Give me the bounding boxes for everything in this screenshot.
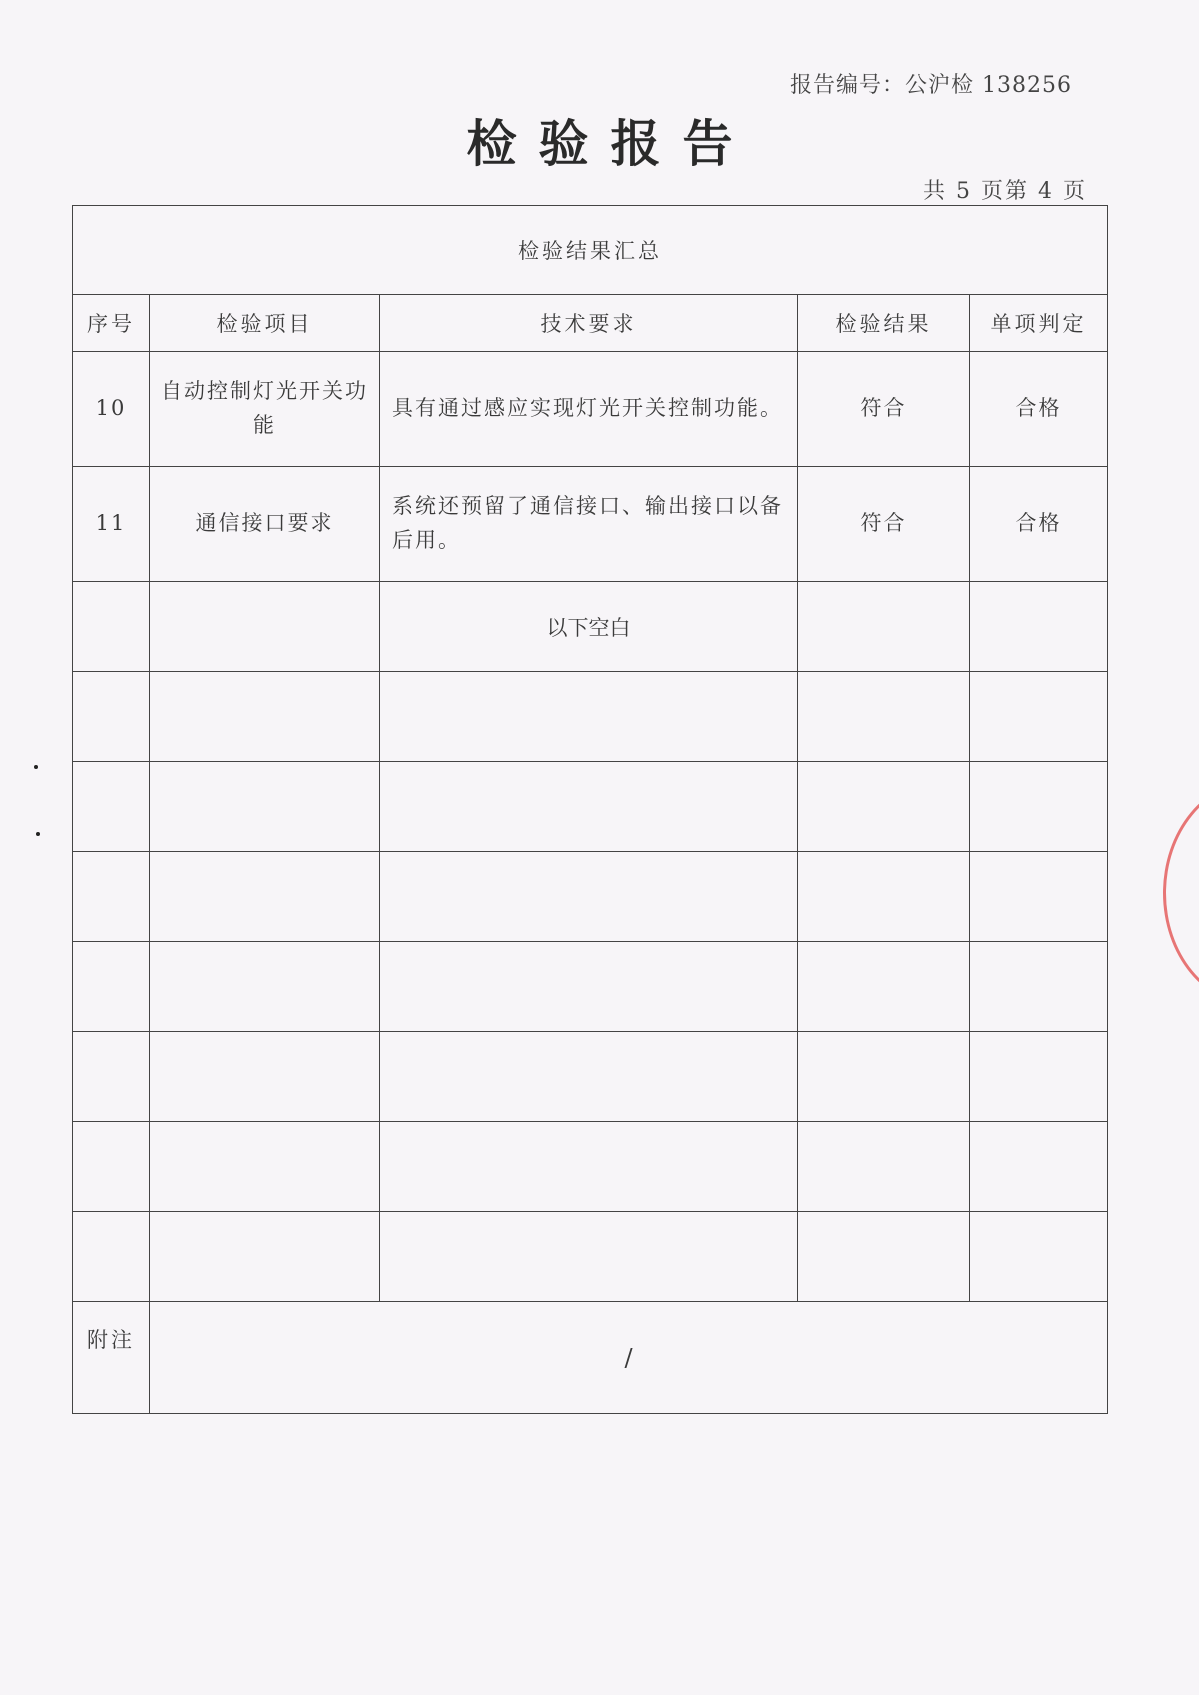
blank-notice-row (73, 582, 1108, 672)
empty-row (73, 1032, 1108, 1122)
report-number: 报告编号：公沪检 138256 (790, 73, 1072, 98)
column-header-no: 序号 (73, 295, 150, 352)
row-result: 符合 (798, 352, 970, 467)
column-header-result: 检验结果 (798, 295, 970, 352)
row-verdict: 合格 (970, 352, 1108, 467)
table-header-row (73, 295, 1108, 352)
empty-row (73, 852, 1108, 942)
results-table (72, 205, 1108, 1414)
row-verdict: 合格 (970, 467, 1108, 582)
page-count: 共 5 页第 4 页 (923, 179, 1087, 204)
column-header-requirement: 技术要求 (380, 295, 798, 352)
table-row (73, 467, 1108, 582)
row-number: 11 (73, 467, 150, 582)
row-number: 10 (73, 352, 150, 467)
row-item: 通信接口要求 (150, 467, 380, 582)
empty-row (73, 672, 1108, 762)
table-caption-row (73, 206, 1108, 295)
note-label: 附注 (73, 1302, 150, 1414)
row-item: 自动控制灯光开关功能 (150, 352, 380, 467)
table-row (73, 352, 1108, 467)
blank-notice: 以下空白 (380, 582, 798, 672)
empty-row (73, 762, 1108, 852)
column-header-item: 检验项目 (150, 295, 380, 352)
table-caption: 检验结果汇总 (73, 206, 1108, 295)
row-requirement: 系统还预留了通信接口、输出接口以备后用。 (380, 467, 798, 582)
empty-row (73, 1122, 1108, 1212)
empty-row (73, 942, 1108, 1032)
scan-speck (34, 765, 38, 769)
scan-speck (36, 832, 40, 836)
note-row (73, 1302, 1108, 1414)
report-title: 检验报告 (466, 114, 755, 173)
row-result: 符合 (798, 467, 970, 582)
empty-row (73, 1212, 1108, 1302)
official-seal-stamp (1163, 780, 1199, 1006)
note-value: / (150, 1302, 1108, 1414)
column-header-verdict: 单项判定 (970, 295, 1108, 352)
row-requirement: 具有通过感应实现灯光开关控制功能。 (380, 352, 798, 467)
